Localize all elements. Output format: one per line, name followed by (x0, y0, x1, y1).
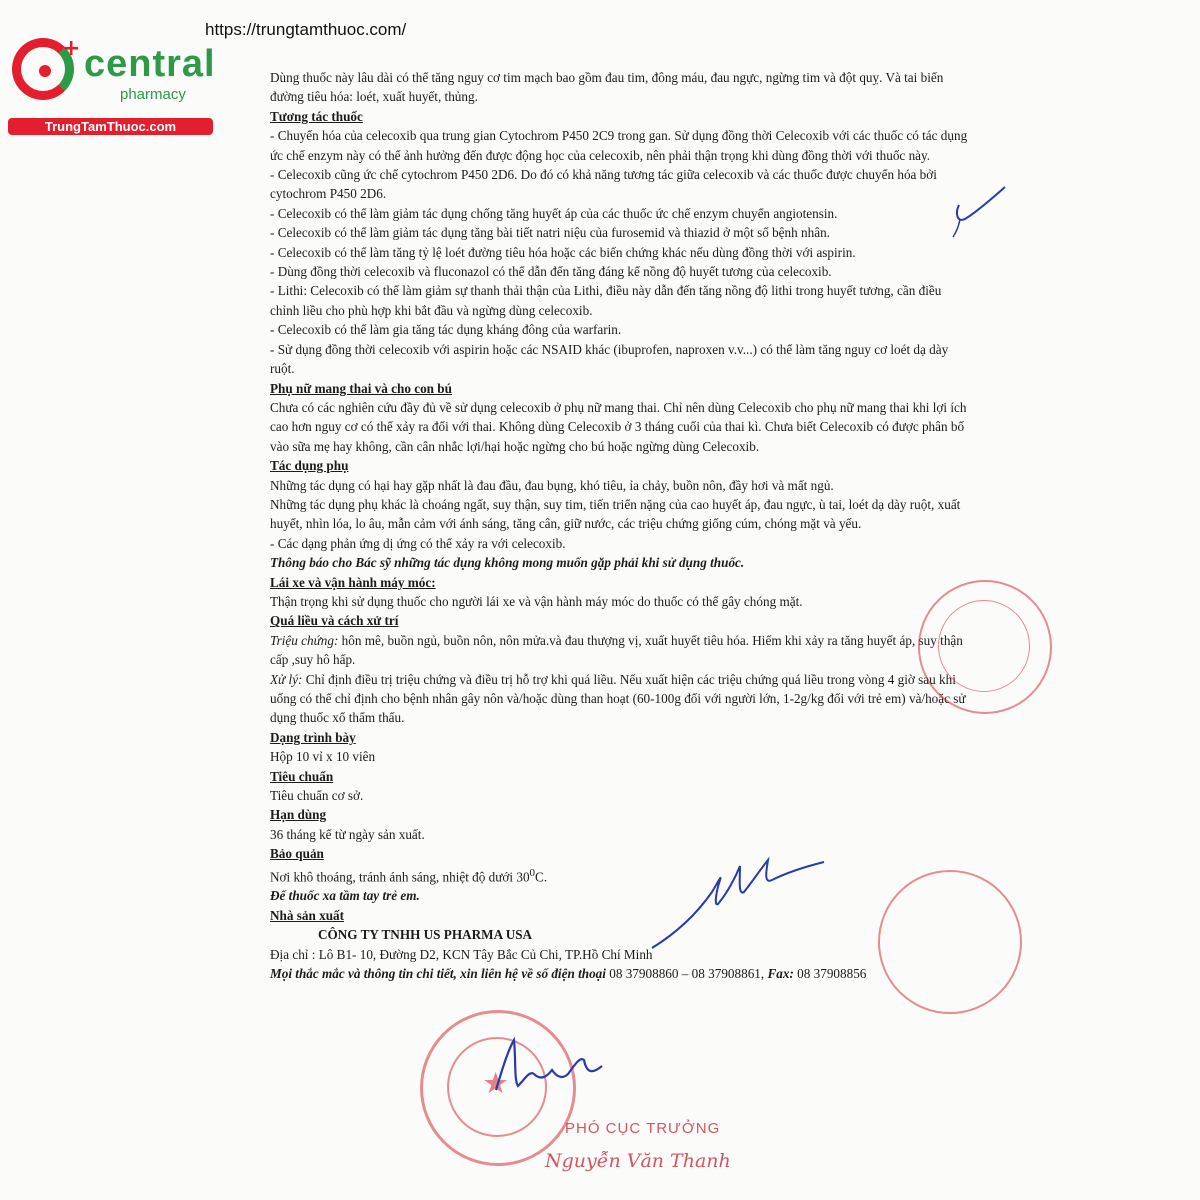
overdose-treatment (270, 670, 970, 728)
interaction-item: - Sử dụng đồng thời celecoxib với aspirin hoặc các NSAID khác (ibuprofen, naproxen v.v...) có thể làm tăng nguy cơ loét dạ dày ruột. (270, 341, 949, 377)
storage-text-unit: C. (535, 869, 548, 885)
symptoms-label: Triệu chứng: (270, 632, 339, 648)
storage-text (270, 864, 970, 887)
logo-band: TrungTamThuoc.com (8, 118, 213, 135)
approver-title: PHÓ CỤC TRƯỞNG (565, 1120, 721, 1137)
storage-text-main: Nơi khô thoáng, tránh ánh sáng, nhiệt độ dưới 30 (270, 869, 530, 885)
contact-phones: 08 37908860 – 08 37908861, (605, 966, 768, 982)
treatment-text: Chỉ định điều trị triệu chứng và điều trị hỗ trợ khi quá liều. Nếu xuất hiện các triệu chứng quá liều trong vòng 4 giờ sau khi uống có thể chỉ định cho bệnh nhân gây nôn và/hoặc dùng than hoạt (60-100g đối với người lớn, 1-2g/kg đối với trẻ em) và/hoặc sử dụng thuốc xổ thẩm thấu. (270, 671, 966, 726)
side-effects-notice: Thông báo cho Bác sỹ những tác dụng không mong muốn gặp phải khi sử dụng thuốc. (270, 555, 745, 571)
driving-text: Thận trọng khi sử dụng thuốc cho người lái xe và vận hành máy móc do thuốc có thể gây chóng mặt. (270, 593, 803, 609)
date-seal-stamp (878, 870, 1022, 1014)
initials-signature (945, 175, 1025, 245)
leaflet-body (270, 68, 970, 983)
section-heading-side-effects: Tác dụng phụ (270, 458, 349, 474)
source-url[interactable]: https://trungtamthuoc.com/ (205, 20, 407, 39)
overdose-symptoms (270, 631, 970, 670)
plus-cross-icon: + (62, 36, 81, 61)
degree-sup: 0 (529, 866, 536, 879)
section-heading-standard: Tiêu chuẩn (270, 768, 334, 784)
side-effects-line: Những tác dụng có hại hay gặp nhất là đau đầu, đau bụng, khó tiêu, ỉa chảy, buồn nôn, đầy hơi và mất ngủ. (270, 477, 834, 493)
section-heading-manufacturer: Nhà sản xuất (270, 907, 345, 923)
manufacturer-signature (648, 852, 838, 952)
interaction-item: - Celecoxib cũng ức chế cytochrom P450 2D6. Do đó có khả năng tương tác giữa celecoxib và các thuốc được chuyển hóa bởi cytochrom P450 2D6. (270, 167, 937, 202)
section-heading-interactions: Tương tác thuốc (270, 108, 363, 124)
storage-warning: Để thuốc xa tầm tay trẻ em. (270, 888, 420, 904)
presentation-text: Hộp 10 vỉ x 10 viên (270, 749, 376, 765)
pharmacy-logo[interactable] (8, 36, 223, 136)
intro-paragraph: Dùng thuốc này lâu dài có thể tăng nguy cơ tim mạch bao gồm đau tim, đông máu, đau ngực, ngừng tim và đột quỵ. Và tai biến đường tiêu hóa: loét, xuất huyết, thủng. (270, 70, 944, 105)
interaction-item: - Dùng đồng thời celecoxib và fluconazol có thể dẫn đến tăng đáng kể nồng độ huyết tương của celecoxib. (270, 264, 832, 280)
logo-subtitle: pharmacy (120, 86, 186, 103)
ministry-seal-star-icon: ★ (484, 1068, 508, 1098)
manufacturer-address: Địa chỉ : Lô B1- 10, Đường D2, KCN Tây Bắc Củ Chi, TP.Hồ Chí Minh (270, 946, 653, 962)
section-heading-presentation: Dạng trình bày (270, 729, 356, 745)
section-heading-overdose: Quá liều và cách xử trí (270, 613, 399, 629)
interaction-item: - Celecoxib có thể làm giảm tác dụng tăng bài tiết natri niệu của furosemid và thiazid ở một số bệnh nhân. (270, 225, 830, 241)
standard-text: Tiêu chuẩn cơ sở. (270, 788, 364, 804)
interaction-item: - Celecoxib có thể làm tăng tỷ lệ loét đường tiêu hóa hoặc các biến chứng khác nếu dùng đồng thời với aspirin. (270, 244, 856, 260)
fax-label: Fax: (767, 966, 794, 982)
treatment-label: Xử lý: (270, 671, 303, 687)
logo-name: central (84, 43, 216, 85)
approver-name: Nguyễn Văn Thanh (545, 1150, 731, 1172)
side-effects-line: - Các dạng phản ứng dị ứng có thể xảy ra với celecoxib. (270, 535, 566, 551)
fax-number: 08 37908856 (793, 966, 867, 982)
official-signature (478, 1030, 618, 1100)
interaction-item: - Lithi: Celecoxib có thể làm giảm sự thanh thải thận của Lithi, điều này dẫn đến tăng nồng độ lithi trong huyết tương, cần điều chỉnh liều cho phù hợp khi bắt đầu và ngừng dùng celecoxib. (270, 283, 942, 318)
pregnancy-text: Chưa có các nghiên cứu đầy đủ về sử dụng celecoxib ở phụ nữ mang thai. Chỉ nên dùng Celecoxib cho phụ nữ mang thai khi lợi ích cao hơn nguy cơ có thể xảy ra đối với thai. Không dùng Celecoxib ở 3 tháng cuối của thai kì. Chưa biết Celecoxib có được phân bố vào sữa mẹ hay không, cần cân nhắc lợi/hại hoặc ngừng cho bú hoặc ngừng dùng Celecoxib. (270, 399, 967, 454)
section-heading-expiry: Hạn dùng (270, 807, 327, 823)
section-heading-storage: Bảo quản (270, 846, 324, 862)
interaction-item: - Celecoxib có thể làm giảm tác dụng chống tăng huyết áp của các thuốc ức chế enzym chuyển angiotensin. (270, 205, 838, 221)
section-heading-driving: Lái xe và vận hành máy móc: (270, 574, 436, 590)
manufacturer-company: CÔNG TY TNHH US PHARMA USA (318, 927, 533, 943)
interaction-item: - Celecoxib có thể làm gia tăng tác dụng kháng đông của warfarin. (270, 322, 622, 338)
side-effects-line: Những tác dụng phụ khác là choáng ngất, suy thận, suy tim, tiến triển nặng của cao huyết áp, đau ngực, ù tai, loét dạ dày ruột, xuất huyết, nhìn lóa, lo âu, mẫn cảm với ánh sáng, tăng cân, giữ nước, các triệu chứng giống cúm, chóng mặt và yếu. (270, 496, 961, 532)
contact-prefix: Mọi thắc mắc và thông tin chi tiết, xin liên hệ về số điện thoại (270, 966, 606, 982)
manufacturer-contact (270, 964, 970, 983)
company-seal-inner-ring (938, 600, 1030, 692)
expiry-text: 36 tháng kể từ ngày sản xuất. (270, 826, 425, 842)
interaction-item: - Chuyển hóa của celecoxib qua trung gian Cytochrom P450 2C9 trong gan. Sử dụng đồng thời Celecoxib với các thuốc có tác dụng ức chế enzym này có thể ảnh hưởng đến được động học của celecoxib, nên phải thận trọng khi dùng đồng thời với thuốc này. (270, 128, 968, 163)
section-heading-pregnancy: Phụ nữ mang thai và cho con bú (270, 380, 452, 396)
symptoms-text: hôn mê, buồn ngủ, buồn nôn, nôn mửa.và đau thượng vị, xuất huyết tiêu hóa. Hiếm khi xảy ra tăng huyết áp, suy thận cấp ,suy hô hấp. (270, 632, 963, 668)
